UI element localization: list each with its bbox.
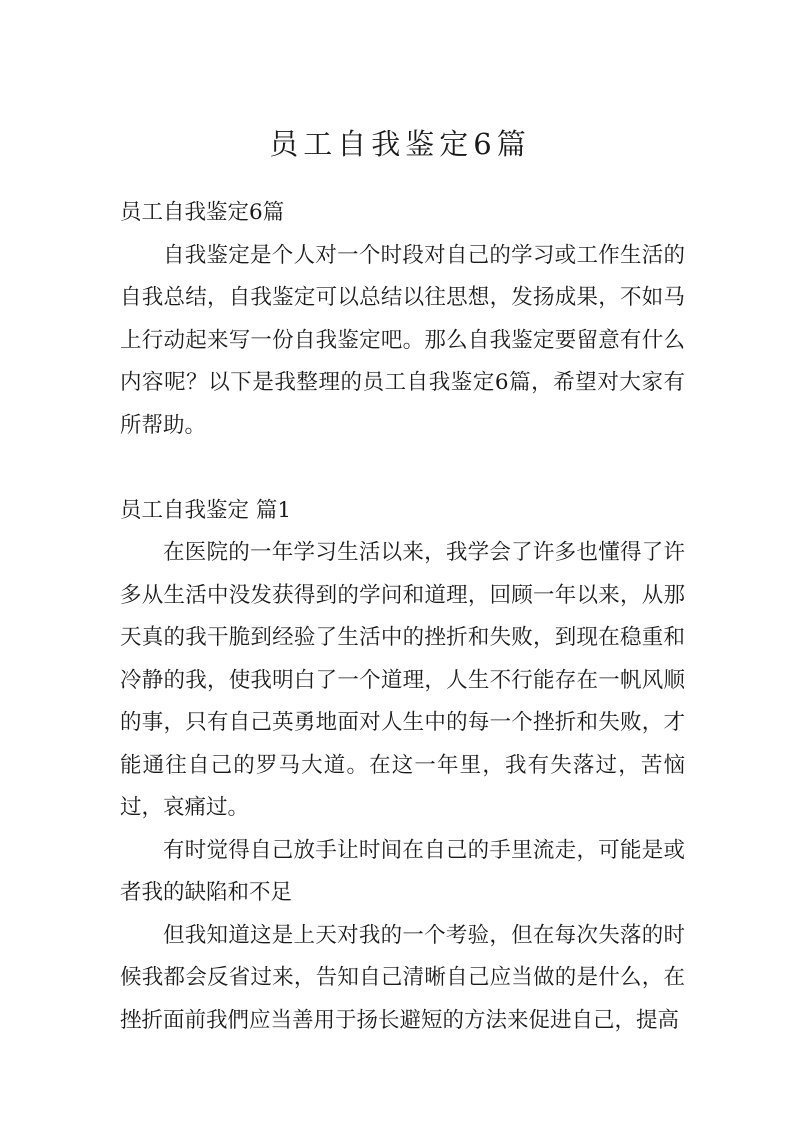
section-heading: 员工自我鉴定 篇1 <box>120 497 292 523</box>
intro-heading: 员工自我鉴定6篇 <box>120 200 285 225</box>
body-paragraph: 但我知道这是上天对我的一个考验，但在每次失落的时候我都会反省过来，告知自己清晰自己应当做的是什么，在挫折面前我們应当善用于扬长避短的方法来促进自己，提高 <box>120 922 685 1033</box>
paragraph-gap <box>120 447 685 490</box>
body-paragraph: 在医院的一年学习生活以来，我学会了许多也懂得了许多从生活中没发获得到的学问和道理，回顾一年以来，从那天真的我干脆到经验了生活中的挫折和失败，到现在稳重和冷静的我，使我明白了一个道理，人生不行能存在一帆风顺的事，只有自己英勇地面对人生中的每一个挫折和失败，才能通往自己的罗马大道。在这一年里，我有失落过，苦恼过，哀痛过。 <box>120 540 685 820</box>
body-paragraph: 有时觉得自己放手让时间在自己的手里流走，可能是或者我的缺陷和不足 <box>120 837 685 905</box>
document-body <box>120 192 685 1042</box>
intro-paragraph: 自我鉴定是个人对一个时段对自己的学习或工作生活的自我总结，自我鉴定可以总结以往思想，发扬成果，不如马上行动起来写一份自我鉴定吧。那么自我鉴定要留意有什么内容呢？以下是我整理的员工自我鉴定6篇，希望对大家有所帮助。 <box>120 242 685 438</box>
document-title: 员工自我鉴定6篇 <box>269 127 531 161</box>
